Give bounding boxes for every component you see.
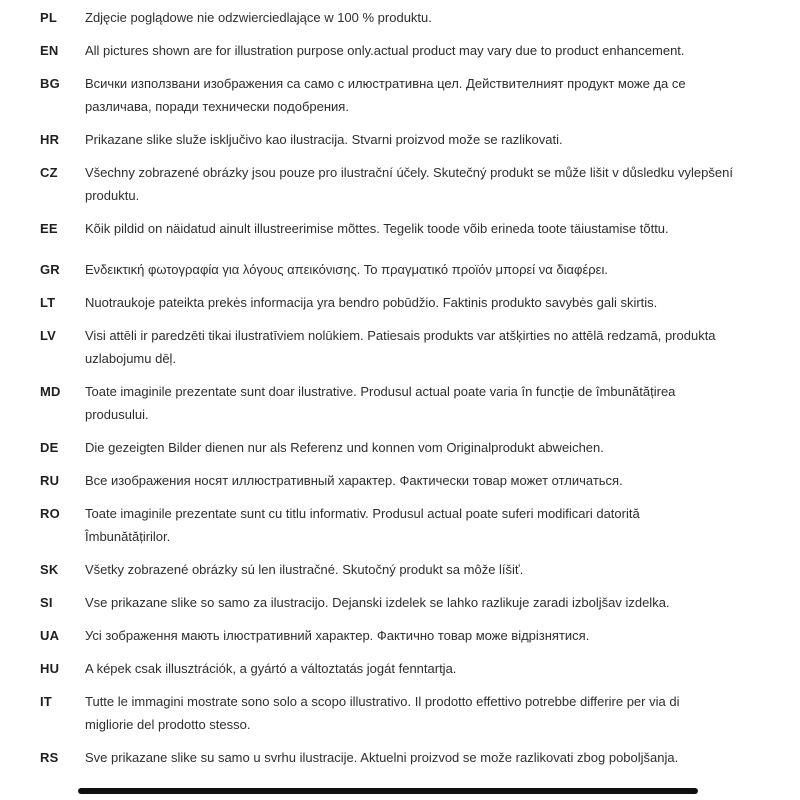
disclaimer-row — [40, 690, 760, 736]
disclaimer-line: Všetky zobrazené obrázky sú len ilustračné. Skutočný produkt sa môže líšiť. — [85, 562, 524, 577]
disclaimer-text — [85, 128, 760, 151]
disclaimer-row — [40, 128, 760, 151]
disclaimer-line: Tutte le immagini mostrate sono solo a scopo illustrativo. Il prodotto effettivo potrebbe differire per via di — [85, 694, 680, 709]
language-code-label: UA — [40, 628, 60, 643]
disclaimer-row — [40, 291, 760, 314]
disclaimer-row — [40, 469, 760, 492]
disclaimer-line: Îmbunătățirilor. — [85, 529, 171, 544]
disclaimer-text — [85, 291, 760, 314]
disclaimer-text — [85, 72, 760, 118]
language-code-label: GR — [40, 262, 60, 277]
language-code-label: EE — [40, 221, 58, 236]
disclaimer-row — [40, 657, 760, 680]
language-code-label: EN — [40, 43, 59, 58]
disclaimer-row — [40, 436, 760, 459]
disclaimer-text — [85, 690, 760, 736]
language-code-label: IT — [40, 694, 52, 709]
language-code-label: PL — [40, 10, 58, 25]
disclaimer-line: Toate imaginile prezentate sunt cu titlu informativ. Produsul actual poate suferi modificari datorită — [85, 506, 640, 521]
disclaimer-line: A képek csak illusztrációk, a gyártó a változtatás jogát fenntartja. — [85, 661, 457, 676]
disclaimer-line: Vse prikazane slike so samo za ilustracijo. Dejanski izdelek se lahko razlikuje zaradi izboljšav izdelka. — [85, 595, 670, 610]
disclaimer-line: uzlabojumu dēļ. — [85, 351, 177, 366]
disclaimer-line: Ενδεικτική φωτογραφία για λόγους απεικόνισης. Το πραγματικό προϊόν μπορεί να διαφέρει. — [85, 262, 608, 277]
disclaimer-row — [40, 558, 760, 581]
disclaimer-line: Все изображения носят иллюстративный характер. Фактически товар может отличаться. — [85, 473, 623, 488]
disclaimer-line: produsului. — [85, 407, 149, 422]
disclaimer-text — [85, 258, 760, 281]
language-code-label: RU — [40, 473, 60, 488]
disclaimer-text — [85, 502, 760, 548]
disclaimer-line: All pictures shown are for illustration purpose only.actual product may vary due to product enhancement. — [85, 43, 685, 58]
disclaimer-line: Усі зображення мають ілюстративний характер. Фактично товар може відрізнятися. — [85, 628, 590, 643]
disclaimer-text — [85, 558, 760, 581]
disclaimer-line: Všechny zobrazené obrázky jsou pouze pro ilustrační účely. Skutečný produkt se může lišit v důsledku vylepšení — [85, 165, 733, 180]
disclaimer-row — [40, 624, 760, 647]
language-code-label: CZ — [40, 165, 58, 180]
disclaimer-row — [40, 6, 760, 29]
disclaimer-line: Prikazane slike služe isključivo kao ilustracija. Stvarni proizvod može se razlikovati. — [85, 132, 563, 147]
disclaimer-text — [85, 324, 760, 370]
disclaimer-row — [40, 161, 760, 207]
disclaimer-line: Sve prikazane slike su samo u svrhu ilustracije. Aktuelni proizvod se može razlikovati zbog poboljšanja. — [85, 750, 679, 765]
language-code-label: MD — [40, 384, 61, 399]
disclaimer-line: Kõik pildid on näidatud ainult illustreerimise mõttes. Tegelik toode võib erineda toote täiustamise tõttu. — [85, 221, 669, 236]
disclaimer-row — [40, 502, 760, 548]
disclaimer-row — [40, 746, 760, 769]
disclaimer-text — [85, 657, 760, 680]
language-code-label: LT — [40, 295, 56, 310]
disclaimer-line: produktu. — [85, 188, 140, 203]
disclaimer-text — [85, 6, 760, 29]
disclaimer-text — [85, 436, 760, 459]
disclaimer-line: Всички използвани изображения са само с илюстративна цел. Действителният продукт може да се — [85, 76, 686, 91]
disclaimer-row — [40, 72, 760, 118]
disclaimer-text — [85, 624, 760, 647]
disclaimer-line: Toate imaginile prezentate sunt doar ilustrative. Produsul actual poate varia în funcție de îmbunătățirea — [85, 384, 676, 399]
language-code-label: HR — [40, 132, 60, 147]
bottom-bar — [78, 788, 698, 794]
language-code-label: LV — [40, 328, 57, 343]
disclaimer-text — [85, 469, 760, 492]
disclaimer-line: различава, поради технически подобрения. — [85, 99, 349, 114]
language-code-label: SI — [40, 595, 53, 610]
disclaimer-line: Nuotraukoje pateikta prekės informacija yra bendro pobūdžio. Faktinis produkto savybės gali skirtis. — [85, 295, 658, 310]
language-code-label: RS — [40, 750, 59, 765]
disclaimer-line: migliorie del prodotto stesso. — [85, 717, 251, 732]
disclaimer-row — [40, 324, 760, 370]
disclaimer-row — [40, 258, 760, 281]
language-code-label: DE — [40, 440, 59, 455]
language-code-label: RO — [40, 506, 60, 521]
disclaimer-line: Zdjęcie poglądowe nie odzwierciedlające w 100 % produktu. — [85, 10, 432, 25]
disclaimer-text — [85, 380, 760, 426]
disclaimer-line: Die gezeigten Bilder dienen nur als Referenz und konnen vom Originalprodukt abweichen. — [85, 440, 604, 455]
disclaimer-text — [85, 39, 760, 62]
disclaimer-row — [40, 39, 760, 62]
language-code-label: BG — [40, 76, 60, 91]
disclaimer-text — [85, 217, 760, 240]
disclaimer-row — [40, 591, 760, 614]
disclaimer-row — [40, 380, 760, 426]
disclaimer-text — [85, 591, 760, 614]
language-code-label: HU — [40, 661, 60, 676]
disclaimer-text — [85, 161, 760, 207]
language-code-label: SK — [40, 562, 59, 577]
disclaimer-line: Visi attēli ir paredzēti tikai ilustratīviem nolūkiem. Patiesais produkts var atšķirties no attēlā redzamā, produkta — [85, 328, 716, 343]
disclaimer-text — [85, 746, 760, 769]
disclaimer-row — [40, 217, 760, 240]
